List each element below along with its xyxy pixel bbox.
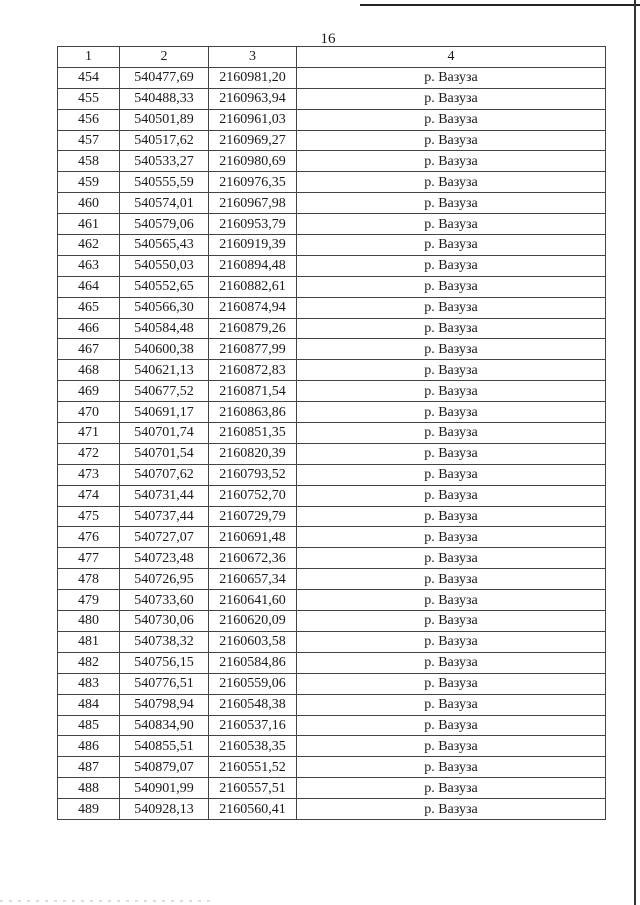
table-row <box>58 318 606 339</box>
y-coordinate-cell: 2160559,06 <box>209 673 297 694</box>
point-number-cell: 462 <box>58 235 120 256</box>
table-row <box>58 694 606 715</box>
point-number-cell: 472 <box>58 443 120 464</box>
description-cell: р. Вазуза <box>297 214 606 235</box>
description-cell: р. Вазуза <box>297 757 606 778</box>
description-cell: р. Вазуза <box>297 172 606 193</box>
y-coordinate-cell: 2160871,54 <box>209 381 297 402</box>
x-coordinate-cell: 540579,06 <box>120 214 209 235</box>
table-row <box>58 297 606 318</box>
x-coordinate-cell: 540798,94 <box>120 694 209 715</box>
point-number-cell: 477 <box>58 548 120 569</box>
top-border-line <box>360 4 640 6</box>
table-row <box>58 235 606 256</box>
x-coordinate-cell: 540533,27 <box>120 151 209 172</box>
y-coordinate-cell: 2160691,48 <box>209 527 297 548</box>
table-row <box>58 464 606 485</box>
x-coordinate-cell: 540726,95 <box>120 569 209 590</box>
table-row <box>58 402 606 423</box>
table-row <box>58 799 606 820</box>
table-row <box>58 151 606 172</box>
x-coordinate-cell: 540621,13 <box>120 360 209 381</box>
x-coordinate-cell: 540477,69 <box>120 67 209 88</box>
x-coordinate-cell: 540552,65 <box>120 276 209 297</box>
x-coordinate-cell: 540517,62 <box>120 130 209 151</box>
y-coordinate-cell: 2160963,94 <box>209 88 297 109</box>
y-coordinate-cell: 2160919,39 <box>209 235 297 256</box>
table-row <box>58 631 606 652</box>
table-row <box>58 130 606 151</box>
point-number-cell: 458 <box>58 151 120 172</box>
table-row <box>58 527 606 548</box>
x-coordinate-cell: 540701,74 <box>120 423 209 444</box>
x-coordinate-cell: 540737,44 <box>120 506 209 527</box>
table-row <box>58 193 606 214</box>
description-cell: р. Вазуза <box>297 339 606 360</box>
x-coordinate-cell: 540600,38 <box>120 339 209 360</box>
coordinates-table <box>57 46 606 820</box>
description-cell: р. Вазуза <box>297 88 606 109</box>
x-coordinate-cell: 540707,62 <box>120 464 209 485</box>
description-cell: р. Вазуза <box>297 130 606 151</box>
point-number-cell: 482 <box>58 652 120 673</box>
point-number-cell: 467 <box>58 339 120 360</box>
table-row <box>58 715 606 736</box>
table-header-row <box>58 47 606 68</box>
point-number-cell: 478 <box>58 569 120 590</box>
y-coordinate-cell: 2160641,60 <box>209 590 297 611</box>
table-row <box>58 109 606 130</box>
point-number-cell: 455 <box>58 88 120 109</box>
description-cell: р. Вазуза <box>297 778 606 799</box>
point-number-cell: 459 <box>58 172 120 193</box>
description-cell: р. Вазуза <box>297 736 606 757</box>
y-coordinate-cell: 2160967,98 <box>209 193 297 214</box>
table-row <box>58 506 606 527</box>
description-cell: р. Вазуза <box>297 381 606 402</box>
table-row <box>58 652 606 673</box>
x-coordinate-cell: 540834,90 <box>120 715 209 736</box>
description-cell: р. Вазуза <box>297 402 606 423</box>
description-cell: р. Вазуза <box>297 548 606 569</box>
point-number-cell: 463 <box>58 255 120 276</box>
x-coordinate-cell: 540731,44 <box>120 485 209 506</box>
y-coordinate-cell: 2160872,83 <box>209 360 297 381</box>
description-cell: р. Вазуза <box>297 799 606 820</box>
description-cell: р. Вазуза <box>297 527 606 548</box>
point-number-cell: 454 <box>58 67 120 88</box>
x-coordinate-cell: 540855,51 <box>120 736 209 757</box>
point-number-cell: 469 <box>58 381 120 402</box>
description-cell: р. Вазуза <box>297 673 606 694</box>
point-number-cell: 461 <box>58 214 120 235</box>
table-row <box>58 443 606 464</box>
description-cell: р. Вазуза <box>297 109 606 130</box>
table-row <box>58 778 606 799</box>
table-row <box>58 67 606 88</box>
x-coordinate-cell: 540730,06 <box>120 611 209 632</box>
x-coordinate-cell: 540738,32 <box>120 631 209 652</box>
y-coordinate-cell: 2160981,20 <box>209 67 297 88</box>
point-number-cell: 476 <box>58 527 120 548</box>
x-coordinate-cell: 540776,51 <box>120 673 209 694</box>
point-number-cell: 479 <box>58 590 120 611</box>
x-coordinate-cell: 540701,54 <box>120 443 209 464</box>
table-row <box>58 590 606 611</box>
y-coordinate-cell: 2160560,41 <box>209 799 297 820</box>
page-number: 16 <box>320 31 336 47</box>
y-coordinate-cell: 2160672,36 <box>209 548 297 569</box>
y-coordinate-cell: 2160894,48 <box>209 255 297 276</box>
table-row <box>58 611 606 632</box>
table-row <box>58 673 606 694</box>
description-cell: р. Вазуза <box>297 485 606 506</box>
y-coordinate-cell: 2160820,39 <box>209 443 297 464</box>
table-row <box>58 172 606 193</box>
x-coordinate-cell: 540733,60 <box>120 590 209 611</box>
point-number-cell: 480 <box>58 611 120 632</box>
column-header-2: 2 <box>120 47 209 68</box>
description-cell: р. Вазуза <box>297 652 606 673</box>
column-header-1: 1 <box>58 47 120 68</box>
description-cell: р. Вазуза <box>297 255 606 276</box>
column-header-4: 4 <box>297 47 606 68</box>
description-cell: р. Вазуза <box>297 67 606 88</box>
point-number-cell: 457 <box>58 130 120 151</box>
description-cell: р. Вазуза <box>297 360 606 381</box>
description-cell: р. Вазуза <box>297 423 606 444</box>
point-number-cell: 489 <box>58 799 120 820</box>
y-coordinate-cell: 2160620,09 <box>209 611 297 632</box>
y-coordinate-cell: 2160584,86 <box>209 652 297 673</box>
x-coordinate-cell: 540723,48 <box>120 548 209 569</box>
description-cell: р. Вазуза <box>297 569 606 590</box>
table-row <box>58 214 606 235</box>
y-coordinate-cell: 2160882,61 <box>209 276 297 297</box>
description-cell: р. Вазуза <box>297 443 606 464</box>
x-coordinate-cell: 540928,13 <box>120 799 209 820</box>
description-cell: р. Вазуза <box>297 611 606 632</box>
x-coordinate-cell: 540488,33 <box>120 88 209 109</box>
y-coordinate-cell: 2160551,52 <box>209 757 297 778</box>
point-number-cell: 486 <box>58 736 120 757</box>
x-coordinate-cell: 540566,30 <box>120 297 209 318</box>
point-number-cell: 466 <box>58 318 120 339</box>
table-row <box>58 569 606 590</box>
point-number-cell: 470 <box>58 402 120 423</box>
x-coordinate-cell: 540691,17 <box>120 402 209 423</box>
scan-artifacts <box>0 893 640 905</box>
description-cell: р. Вазуза <box>297 631 606 652</box>
x-coordinate-cell: 540677,52 <box>120 381 209 402</box>
x-coordinate-cell: 540879,07 <box>120 757 209 778</box>
point-number-cell: 488 <box>58 778 120 799</box>
x-coordinate-cell: 540501,89 <box>120 109 209 130</box>
point-number-cell: 465 <box>58 297 120 318</box>
x-coordinate-cell: 540574,01 <box>120 193 209 214</box>
column-header-3: 3 <box>209 47 297 68</box>
y-coordinate-cell: 2160603,58 <box>209 631 297 652</box>
description-cell: р. Вазуза <box>297 506 606 527</box>
description-cell: р. Вазуза <box>297 590 606 611</box>
y-coordinate-cell: 2160953,79 <box>209 214 297 235</box>
y-coordinate-cell: 2160548,38 <box>209 694 297 715</box>
x-coordinate-cell: 540555,59 <box>120 172 209 193</box>
description-cell: р. Вазуза <box>297 235 606 256</box>
description-cell: р. Вазуза <box>297 151 606 172</box>
point-number-cell: 483 <box>58 673 120 694</box>
x-coordinate-cell: 540565,43 <box>120 235 209 256</box>
point-number-cell: 456 <box>58 109 120 130</box>
y-coordinate-cell: 2160976,35 <box>209 172 297 193</box>
description-cell: р. Вазуза <box>297 694 606 715</box>
point-number-cell: 471 <box>58 423 120 444</box>
y-coordinate-cell: 2160537,16 <box>209 715 297 736</box>
point-number-cell: 474 <box>58 485 120 506</box>
y-coordinate-cell: 2160557,51 <box>209 778 297 799</box>
table-row <box>58 381 606 402</box>
table-row <box>58 360 606 381</box>
y-coordinate-cell: 2160969,27 <box>209 130 297 151</box>
x-coordinate-cell: 540901,99 <box>120 778 209 799</box>
point-number-cell: 481 <box>58 631 120 652</box>
description-cell: р. Вазуза <box>297 193 606 214</box>
y-coordinate-cell: 2160980,69 <box>209 151 297 172</box>
point-number-cell: 464 <box>58 276 120 297</box>
y-coordinate-cell: 2160729,79 <box>209 506 297 527</box>
y-coordinate-cell: 2160879,26 <box>209 318 297 339</box>
point-number-cell: 487 <box>58 757 120 778</box>
y-coordinate-cell: 2160863,86 <box>209 402 297 423</box>
y-coordinate-cell: 2160877,99 <box>209 339 297 360</box>
point-number-cell: 484 <box>58 694 120 715</box>
description-cell: р. Вазуза <box>297 297 606 318</box>
x-coordinate-cell: 540584,48 <box>120 318 209 339</box>
x-coordinate-cell: 540756,15 <box>120 652 209 673</box>
page-edge-line <box>634 0 636 905</box>
y-coordinate-cell: 2160752,70 <box>209 485 297 506</box>
table-row <box>58 88 606 109</box>
table-row <box>58 255 606 276</box>
y-coordinate-cell: 2160657,34 <box>209 569 297 590</box>
description-cell: р. Вазуза <box>297 318 606 339</box>
table-row <box>58 485 606 506</box>
point-number-cell: 475 <box>58 506 120 527</box>
description-cell: р. Вазуза <box>297 715 606 736</box>
y-coordinate-cell: 2160851,35 <box>209 423 297 444</box>
description-cell: р. Вазуза <box>297 464 606 485</box>
table-row <box>58 757 606 778</box>
y-coordinate-cell: 2160874,94 <box>209 297 297 318</box>
description-cell: р. Вазуза <box>297 276 606 297</box>
point-number-cell: 468 <box>58 360 120 381</box>
y-coordinate-cell: 2160538,35 <box>209 736 297 757</box>
y-coordinate-cell: 2160793,52 <box>209 464 297 485</box>
y-coordinate-cell: 2160961,03 <box>209 109 297 130</box>
table-row <box>58 736 606 757</box>
x-coordinate-cell: 540727,07 <box>120 527 209 548</box>
table-row <box>58 339 606 360</box>
point-number-cell: 473 <box>58 464 120 485</box>
x-coordinate-cell: 540550,03 <box>120 255 209 276</box>
point-number-cell: 460 <box>58 193 120 214</box>
table-row <box>58 423 606 444</box>
table-row <box>58 276 606 297</box>
table-row <box>58 548 606 569</box>
point-number-cell: 485 <box>58 715 120 736</box>
